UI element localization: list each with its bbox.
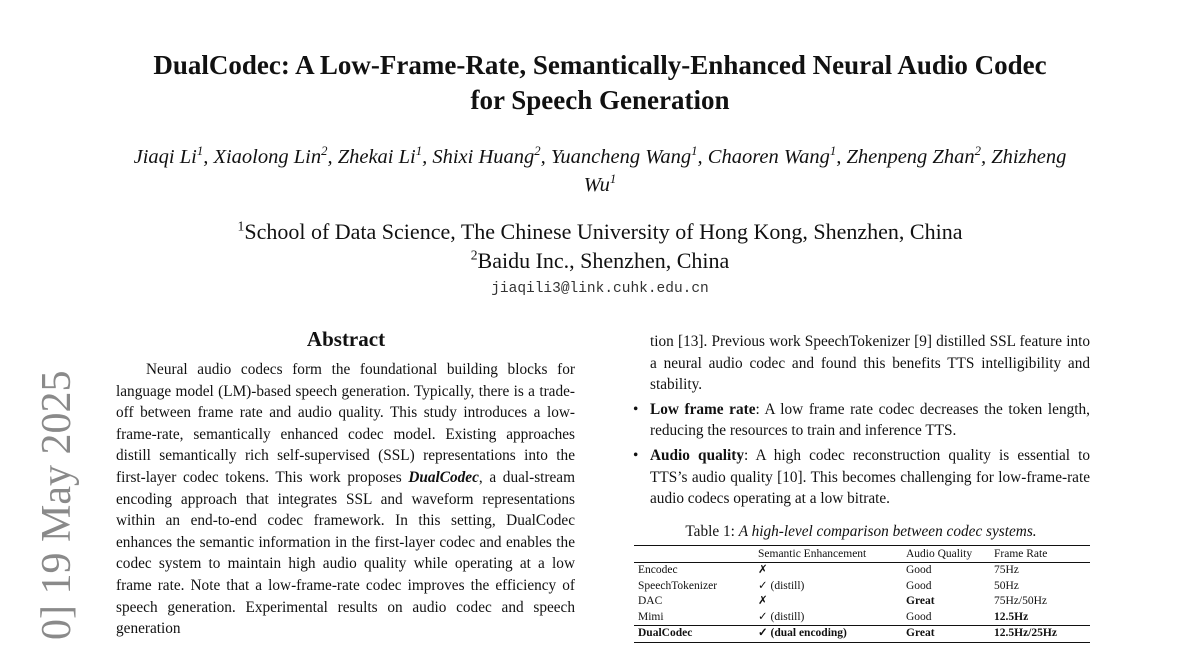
- header-cell: Semantic Enhancement: [754, 546, 902, 563]
- author-name: Yuancheng Wang$^1$: [550, 144, 698, 168]
- author-list: Jiaqi Li$^1$, Xiaolong Lin$^2$, Zhekai Li$^1$, Shixi Huang$^2$, Yuancheng Wang$^1$, Chaoren Wang$^1$, Zhenpeng Zhan$^2$, Zhizheng Wu$^1$: [133, 144, 1067, 196]
- paper-title: [0, 48, 1200, 118]
- abstract-emphasis: DualCodec: [408, 468, 479, 486]
- author-name: Chaoren Wang$^1$: [707, 144, 837, 168]
- author-affiliation-sup: 2: [321, 144, 328, 159]
- table-cell: 75Hz: [994, 564, 1019, 576]
- table-cell: Great: [902, 626, 990, 643]
- title-line-2: for Speech Generation: [470, 85, 730, 115]
- continuation-paragraph: tion [13]. Previous work SpeechTokenizer [9] distilled SSL feature into a neural audio codec and found this benefits TTS intelligibility and stability.: [650, 333, 1090, 394]
- table-cell: Great: [906, 595, 935, 607]
- header-cell: Audio Quality: [902, 546, 990, 563]
- right-column: [632, 331, 1090, 510]
- table-cell: ✗: [758, 595, 768, 607]
- author-name: Zhekai Li$^1$: [337, 144, 423, 168]
- affiliation-1-sup: 1: [237, 218, 245, 234]
- bullet-term: Low frame rate: [650, 400, 756, 418]
- author-affiliation-sup: 1: [691, 144, 698, 159]
- table-cell: Mimi: [638, 610, 664, 623]
- author-name: Zhizheng Wu$^1$: [583, 146, 1067, 196]
- table-cell: Encodec: [638, 564, 678, 576]
- table-cell: 12.5Hz: [994, 610, 1029, 623]
- author-name: Jiaqi Li$^1$: [133, 144, 204, 168]
- author-affiliation-sup: 1: [609, 172, 617, 187]
- arxiv-stamp-text: 0] 19 May 2025: [34, 370, 80, 640]
- table-cell: DAC: [638, 595, 663, 607]
- table-cell: DualCodec: [634, 626, 754, 643]
- affiliation-1-text: School of Data Science, The Chinese University of Hong Kong, Shenzhen, China: [244, 219, 963, 244]
- table-cell: ✓ (distill): [758, 579, 805, 592]
- header-cell: [634, 546, 754, 563]
- author-affiliation-sup: 2: [534, 144, 541, 159]
- table-row: [634, 610, 1090, 626]
- bullet-audio-quality: [632, 445, 1090, 510]
- table-cell: ✓ (distill): [758, 610, 805, 623]
- arxiv-stamp: [32, 310, 82, 648]
- table-cell: Good: [906, 579, 932, 592]
- table-cell: ✗: [758, 564, 768, 576]
- table-cell: SpeechTokenizer: [638, 579, 718, 592]
- comparison-table: [634, 545, 1090, 643]
- bullet-text: : A high codec reconstruction quality is essential to TTS’s audio quality [10]. This becomes challenging for low-frame-rate audio codecs operating at a low bitrate.: [650, 446, 1090, 508]
- bullet-term: Audio quality: [650, 446, 744, 464]
- affiliation-2-text: Baidu Inc., Shenzhen, China: [477, 248, 730, 273]
- table-caption-text: A high-level comparison between codec systems.: [738, 523, 1037, 540]
- abstract-text-2: , a dual-stream encoding approach that integrates SSL and waveform representations within an end-to-end codec framework. In this setting, DualCodec enhances the semantic information in the first-layer codec and enables the codec system to maintain high audio quality while operating at a low frame rate. Note that a low-frame-rate codec improves the efficiency of speech generation. Experimental results on audio codec and speech generation: [116, 468, 575, 638]
- abstract-text-1: Neural audio codecs form the foundational building blocks for language model (LM)-based speech generation. Typically, there is a trade-off between frame rate and audio quality. This study introduces a low-frame-rate, semantically enhanced codec model. Existing approaches distill semantically rich self-supervised (SSL) representations into the first-layer codec tokens. This work proposes: [116, 361, 575, 486]
- author-name: Zhenpeng Zhan$^2$: [846, 144, 981, 168]
- table-cell: Good: [906, 610, 932, 623]
- table-caption: [632, 523, 1090, 541]
- table-cell: 50Hz: [994, 579, 1019, 592]
- title-line-1: DualCodec: A Low-Frame-Rate, Semantically-Enhanced Neural Audio Codec: [153, 50, 1047, 80]
- author-affiliation-sup: 2: [974, 144, 981, 159]
- header-cell: Frame Rate: [990, 546, 1090, 563]
- author-name: Shixi Huang$^2$: [432, 144, 541, 168]
- table-header-row: [634, 546, 1090, 563]
- table-cell: ✓ (dual encoding): [754, 626, 902, 643]
- email[interactable]: jiaqili3@link.cuhk.edu.cn: [491, 281, 709, 297]
- author-affiliation-sup: 1: [829, 144, 837, 159]
- table-row: [634, 626, 1090, 643]
- author-affiliation-sup: 1: [415, 144, 423, 159]
- abstract-heading: Abstract: [306, 327, 386, 351]
- bullet-text: : A low frame rate codec decreases the token length, reducing the resources to train and inference TTS.: [650, 400, 1090, 440]
- affiliation-2-sup: 2: [470, 247, 478, 263]
- bullet-dot: •: [633, 446, 639, 464]
- table-cell: Good: [906, 564, 932, 576]
- bullet-dot: •: [633, 400, 639, 418]
- abstract-body: [116, 359, 575, 648]
- table-row: [634, 594, 1090, 610]
- table-cell: 75Hz/50Hz: [994, 595, 1048, 607]
- author-affiliation-sup: 1: [196, 144, 204, 159]
- table-cell: 12.5Hz/25Hz: [990, 626, 1090, 643]
- table-row: [634, 579, 1090, 595]
- affiliation-2: [0, 247, 1200, 275]
- author-name: Xiaolong Lin$^2$: [213, 144, 328, 168]
- table-caption-label: Table 1:: [685, 523, 735, 540]
- affiliation-1: [0, 218, 1200, 246]
- bullet-low-frame-rate: [632, 399, 1090, 442]
- table-row: [634, 563, 1090, 579]
